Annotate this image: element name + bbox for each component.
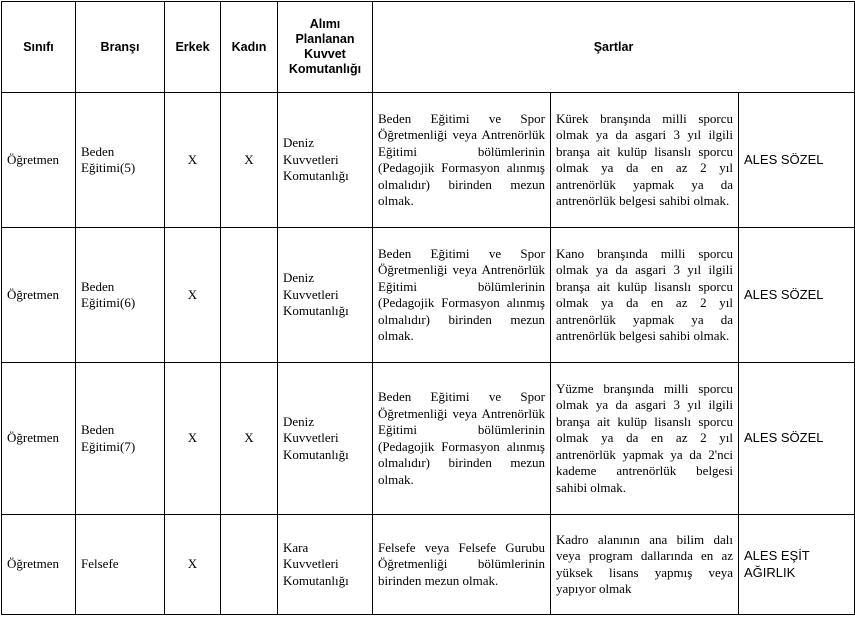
cell-sinav: ALES EŞİT AĞIRLIK	[739, 515, 855, 615]
cell-erkek: X	[165, 228, 221, 363]
cell-bransi: Beden Eğitimi(5)	[76, 93, 165, 228]
cell-sart-mezuniyet: Beden Eğitimi ve Spor Öğretmenliği veya Antrenörlük Eğitimi bölümlerinin (Pedagojik Formasyon alınmış olmalıdır) birinden mezun olmak.	[373, 93, 551, 228]
cell-bransi: Beden Eğitimi(6)	[76, 228, 165, 363]
cell-sinifi: Öğretmen	[2, 228, 76, 363]
cell-kadin: X	[221, 93, 278, 228]
cell-sinav: ALES SÖZEL	[739, 363, 855, 515]
cell-sinifi: Öğretmen	[2, 363, 76, 515]
cell-kadin: X	[221, 363, 278, 515]
cell-erkek: X	[165, 93, 221, 228]
header-erkek: Erkek	[165, 2, 221, 93]
header-komutanlik: Alımı Planlanan Kuvvet Komutanlığı	[278, 2, 373, 93]
cell-komutanlik: Deniz Kuvvetleri Komutanlığı	[278, 93, 373, 228]
cell-sinifi: Öğretmen	[2, 515, 76, 615]
cell-erkek: X	[165, 515, 221, 615]
table-row	[2, 93, 855, 228]
header-sartlar: Şartlar	[373, 2, 855, 93]
table-row	[2, 363, 855, 515]
cell-sinav: ALES SÖZEL	[739, 93, 855, 228]
table-row	[2, 515, 855, 615]
cell-kadin	[221, 515, 278, 615]
cell-komutanlik: Deniz Kuvvetleri Komutanlığı	[278, 363, 373, 515]
cell-sart-mezuniyet: Felsefe veya Felsefe Gurubu Öğretmenliği bölümlerinin birinden mezun olmak.	[373, 515, 551, 615]
requirements-table	[1, 1, 855, 615]
cell-erkek: X	[165, 363, 221, 515]
cell-komutanlik: Deniz Kuvvetleri Komutanlığı	[278, 228, 373, 363]
cell-sart-mezuniyet: Beden Eğitimi ve Spor Öğretmenliği veya Antrenörlük Eğitimi bölümlerinin (Pedagojik Formasyon alınmış olmalıdır) birinden mezun olmak.	[373, 228, 551, 363]
cell-sart-sporculuk: Yüzme branşında milli sporcu olmak ya da asgari 3 yıl ilgili branşa ait kulüp lisanslı sporcu olmak ya da en az 2 yıl antrenörlük yapmak ya da 2'nci kademe antrenörlük belgesi sahibi olmak.	[551, 363, 739, 515]
header-row	[2, 2, 855, 93]
header-bransi: Branşı	[76, 2, 165, 93]
cell-sinifi: Öğretmen	[2, 93, 76, 228]
header-kadin: Kadın	[221, 2, 278, 93]
cell-komutanlik: Kara Kuvvetleri Komutanlığı	[278, 515, 373, 615]
cell-bransi: Felsefe	[76, 515, 165, 615]
cell-sart-sporculuk: Kano branşında milli sporcu olmak ya da asgari 3 yıl ilgili branşa ait kulüp lisanslı sporcu olmak ya da en az 2 yıl antrenörlük yapmak ya da antrenörlük belgesi sahibi olmak.	[551, 228, 739, 363]
cell-sinav: ALES SÖZEL	[739, 228, 855, 363]
cell-bransi: Beden Eğitimi(7)	[76, 363, 165, 515]
table-row	[2, 228, 855, 363]
cell-sart-mezuniyet: Beden Eğitimi ve Spor Öğretmenliği veya Antrenörlük Eğitimi bölümlerinin (Pedagojik Formasyon alınmış olmalıdır) birinden mezun olmak.	[373, 363, 551, 515]
cell-sart-lisansustu: Kadro alanının ana bilim dalı veya program dallarında en az yüksek lisans yapmış veya yapıyor olmak	[551, 515, 739, 615]
cell-sart-sporculuk: Kürek branşında milli sporcu olmak ya da asgari 3 yıl ilgili branşa ait kulüp lisanslı sporcu olmak ya da en az 2 yıl antrenörlük yapmak ya da antrenörlük belgesi sahibi olmak.	[551, 93, 739, 228]
cell-kadin	[221, 228, 278, 363]
header-sinifi: Sınıfı	[2, 2, 76, 93]
